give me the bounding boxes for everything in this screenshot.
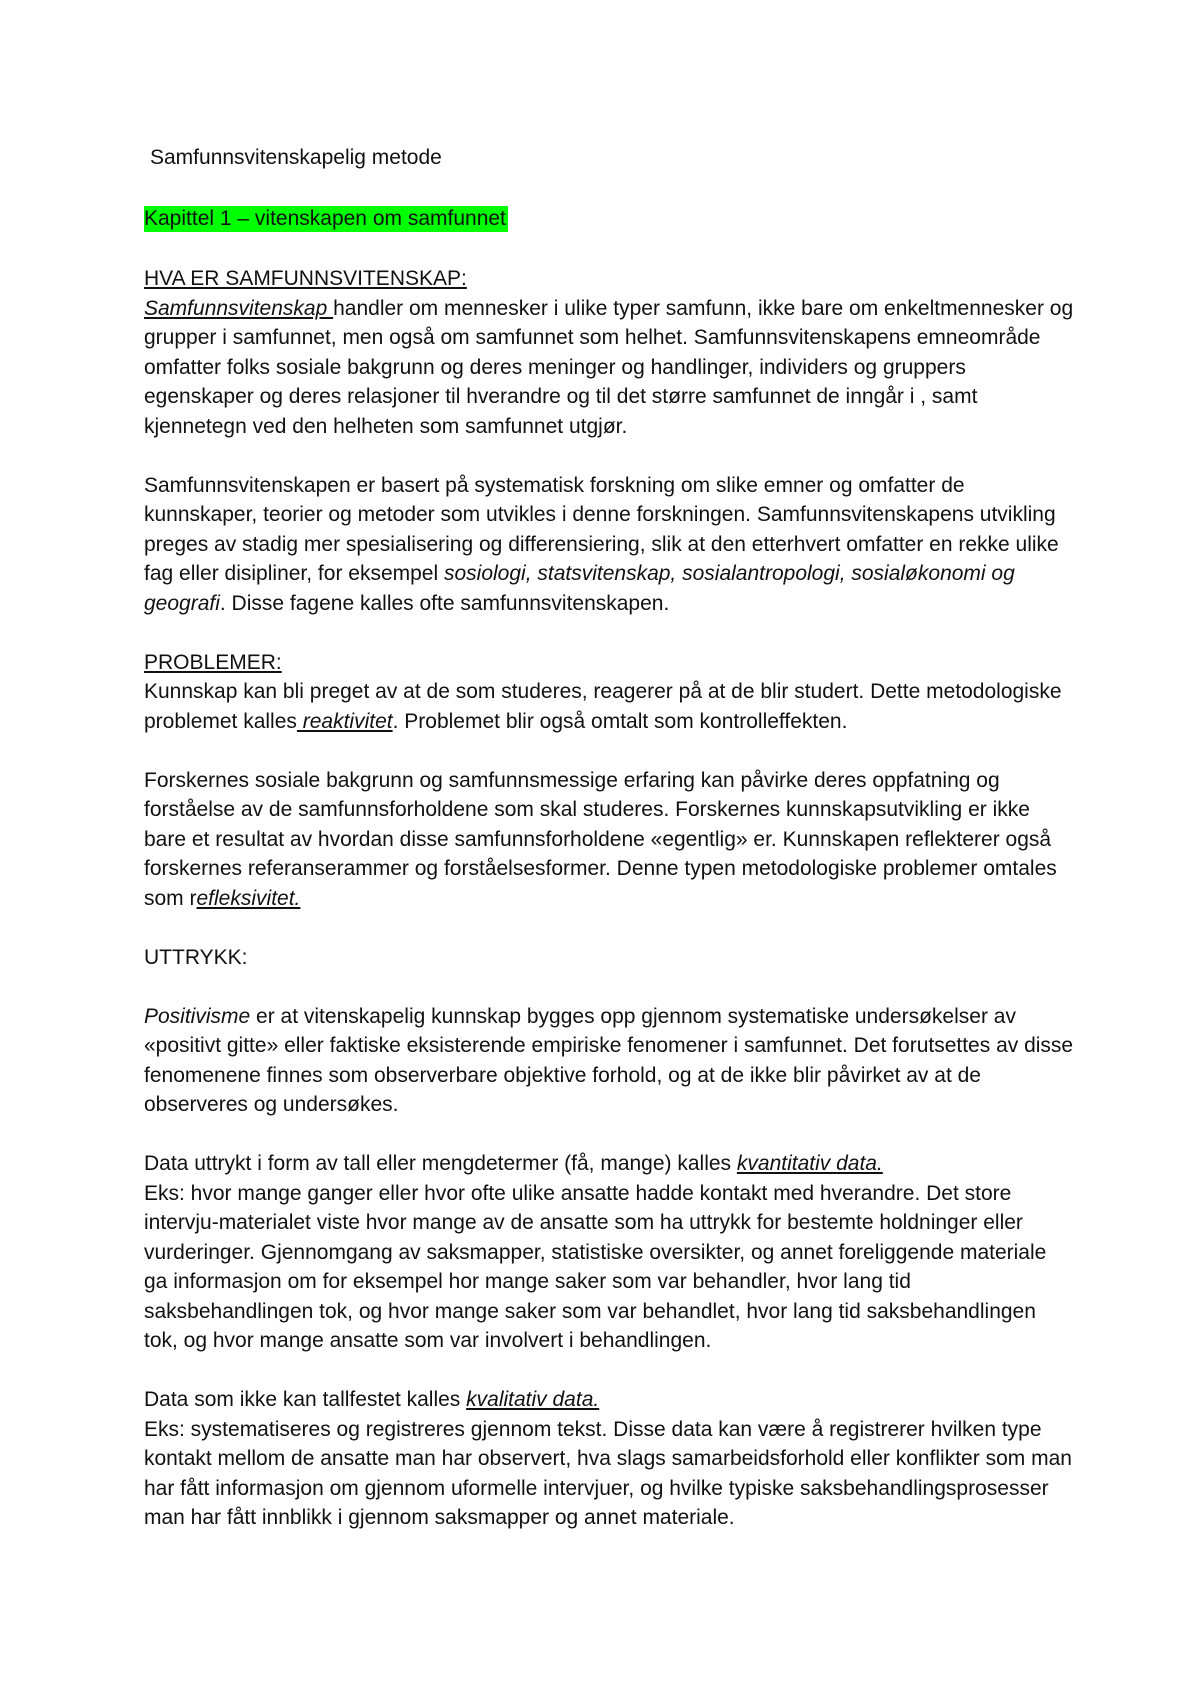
paragraph-reactivity-text-after: . Problemet blir også omtalt som kontrolleffekten. (392, 709, 848, 733)
paragraph-qualitative-example: Eks: systematiseres og registreres gjennom tekst. Disse data kan være å registrerer hvilken type kontakt mellom de ansatte man har observert, hva slags samarbeidsforhold eller konflikter som man har fått informasjon om gjennom uformelle intervjuer, og hvilke typiske saksbehandlingsprosesser man har fått innblikk i gjennom saksmapper og annet materiale. (144, 1417, 1072, 1529)
paragraph-quantitative-text-before: Data uttrykt i form av tall eller mengdetermer (få, mange) kalles (144, 1152, 737, 1175)
paragraph-definition (144, 294, 1074, 442)
paragraph-reflexivity (144, 766, 1074, 914)
term-kvalitativ-data: kvalitativ data. (466, 1388, 600, 1411)
chapter-heading-highlight: Kapittel 1 – vitenskapen om samfunnet (144, 207, 506, 230)
term-refleksivitet: efleksivitet. (196, 886, 301, 910)
paragraph-reflexivity-text-before: Forskernes sosiale bakgrunn og samfunnsmessige erfaring kan påvirke deres oppfatning og forståelse av de samfunnsforholdene som skal studeres. Forskernes kunnskapsutvikling er ikke bare et resultat av hvordan disse samfunnsforholdene «egentlig» er. Kunnskapen reflekterer også forskernes referanserammer og forståelsesformer. Denne typen metodologiske problemer omtales som r (144, 768, 1057, 910)
paragraph-quantitative-example: Eks: hvor mange ganger eller hvor ofte ulike ansatte hadde kontakt med hverandre. Det store intervju-materialet viste hvor mange av de ansatte som ha uttrykk for bestemte holdninger eller vurderinger. Gjennomgang av saksmapper, statistiske oversikter, og annet foreliggende materiale ga informasjon om for eksempel hor mange saker som var behandler, hvor lang tid saksbehandlingen tok, og hvor mange saker som var behandlet, hvor lang tid saksbehandlingen tok, og hvor mange ansatte som var involvert i behandlingen. (144, 1181, 1047, 1352)
paragraph-reactivity (144, 677, 1074, 736)
paragraph-positivism-text: er at vitenskapelig kunnskap bygges opp gjennom systematiske undersøkelser av «positivt gitte» eller faktiske eksisterende empiriske fenomener i samfunnet. Det forutsettes av disse fenomenene finnes som observerbare objektive forhold, og at de ikke blir påvirket av at de observeres og undersøkes. (144, 1004, 1074, 1116)
term-kvantitativ-data: kvantitativ data. (736, 1152, 883, 1175)
section-heading-what-is: HVA ER SAMFUNNSVITENSKAP: (144, 267, 467, 290)
term-reaktivitet: reaktivitet (296, 709, 393, 733)
chapter-heading (144, 204, 1074, 233)
paragraph-research (144, 471, 1074, 619)
document-body (144, 143, 1074, 1533)
paragraph-qualitative (144, 1385, 1074, 1415)
disciplines-list: sosiologi, statsvitenskap, sosialantropologi, sosialøkonomi og geografi (144, 562, 1015, 615)
paragraph-research-text-before: Samfunnsvitenskapen er basert på systematisk forskning om slike emner og omfatter de kunnskaper, teorier og metoder som utvikles i denne forskningen. Samfunnsvitenskapens utvikling preges av stadig mer spesialisering og differensiering, slik at den etterhvert omfatter en rekke ulike fag eller disipliner, for eksempel (144, 473, 1059, 585)
paragraph-qualitative-text-before: Data som ikke kan tallfestet kalles (144, 1388, 467, 1411)
paragraph-reactivity-text-before: Kunnskap kan bli preget av at de som studeres, reagerer på at de blir studert. Dette metodologiske problemet kalles (144, 680, 1062, 733)
paragraph-quantitative (144, 1149, 1074, 1179)
paragraph-positivism (144, 1002, 1074, 1120)
term-samfunnsvitenskap: Samfunnsvitenskap (144, 296, 334, 320)
paragraph-research-text-after: . Disse fagene kalles ofte samfunnsvitenskapen. (219, 591, 670, 615)
paragraph-definition-text: handler om mennesker i ulike typer samfunn, ikke bare om enkeltmennesker og grupper i samfunnet, men også om samfunnet som helhet. Samfunnsvitenskapens emneområde omfatter folks sosiale bakgrunn og deres meninger og handlinger, individers og gruppers egenskaper og deres relasjoner til hverandre og til det større samfunnet de inngår i , samt kjennetegn ved den helheten som samfunnet utgjør. (144, 296, 1074, 438)
term-positivisme: Positivisme (144, 1004, 251, 1028)
section-heading-problems: PROBLEMER: (144, 650, 282, 674)
document-title: Samfunnsvitenskapelig metode (150, 146, 442, 169)
section-heading-expressions: UTTRYKK: (144, 945, 248, 969)
